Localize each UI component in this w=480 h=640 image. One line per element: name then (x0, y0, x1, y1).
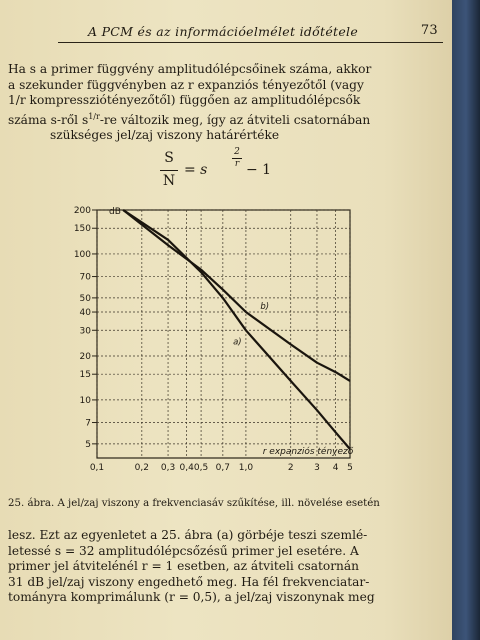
paragraph-2-line: 31 dB jel/zaj viszony engedhető meg. Ha fél frekvenciatar- (8, 574, 370, 589)
x-tick-label: 0,7 (215, 463, 231, 473)
paragraph-1 (8, 62, 404, 144)
paragraph-1-line: szükséges jel/zaj viszony határértéke (50, 128, 280, 143)
x-tick-label: 0,5 (193, 463, 209, 473)
x-tick-label: 3 (314, 463, 320, 473)
paragraph-2-line: tományra komprimálunk (r = 0,5), a jel/zaj viszonynak meg (8, 590, 375, 605)
x-tick-label: 0,1 (89, 463, 105, 473)
formula-eq-base: = s (184, 162, 208, 178)
plot-frame (97, 210, 350, 458)
paragraph-1-line: Ha s a primer függvény amplitudólépcsőinek száma, akkor (8, 62, 372, 76)
x-tick-label: 1,0 (238, 463, 254, 473)
y-tick-label: 50 (79, 293, 91, 304)
paragraph-2-line: lesz. Ezt az egyenletet a 25. ábra (a) görbéje teszi szemlé- (8, 528, 368, 542)
page-number: 73 (420, 23, 438, 38)
y-tick-label: 200 (73, 206, 91, 216)
series-line (123, 210, 350, 449)
paragraph-2 (8, 528, 404, 606)
series-line (123, 210, 350, 381)
y-unit-label: dB (109, 207, 121, 217)
x-axis-label: r expanziós tényező (262, 447, 354, 457)
formula-numerator: S (164, 150, 174, 166)
exponent-denominator: r (234, 159, 240, 169)
book-spine (452, 0, 480, 640)
y-tick-label: 40 (79, 308, 91, 319)
formula-denominator: N (162, 173, 176, 189)
x-tick-label: 4 (332, 463, 339, 473)
x-tick-label: 5 (347, 463, 353, 473)
exponent-numerator: 2 (234, 147, 240, 157)
fraction-bar (160, 170, 178, 171)
y-tick-label: 70 (79, 272, 91, 283)
y-tick-label: 150 (73, 224, 91, 235)
formula-rhs (184, 147, 272, 178)
series-label: b) (260, 301, 270, 312)
snr-chart (0, 196, 452, 496)
y-tick-label: 7 (85, 418, 91, 429)
paragraph-1-line: száma s-ről $s^{1/r}-re$ változik meg, így az átviteli csatornában (8, 111, 371, 127)
figure-caption: 25. ábra. A jel/zaj viszony a frekvenciasáv szűkítése, ill. növelése esetén (8, 498, 380, 509)
formula-tail: − 1 (246, 162, 272, 178)
paragraph-2-line: letessé s = 32 amplitudólépcsőzésű primer jel esetére. A (8, 543, 359, 558)
x-tick-label: 2 (287, 463, 294, 473)
y-tick-label: 15 (79, 370, 91, 381)
formula-exponent (232, 148, 242, 169)
running-title: A PCM és az információelmélet időtétele (88, 24, 359, 39)
x-tick-label: 0,3 (160, 463, 176, 473)
x-tick-label: 0,4 (179, 463, 194, 473)
y-tick-label: 20 (79, 351, 91, 362)
series-label: a) (233, 337, 242, 348)
paragraph-2-line: primer jel átvitelénél r = 1 esetben, az átviteli csatornán (8, 559, 360, 574)
y-tick-label: 30 (79, 326, 91, 337)
y-tick-label: 5 (85, 439, 91, 450)
x-tick-label: 0,2 (134, 463, 149, 473)
paragraph-1-line: a szekunder függvényben az r expanziós tényezőtől (vagy (8, 77, 364, 92)
y-tick-label: 100 (73, 249, 91, 260)
y-tick-label: 10 (79, 395, 91, 406)
paragraph-1-line: 1/r kompressziótényezőtől) függően az amplitudólépcsők (8, 93, 361, 108)
running-header (58, 20, 443, 43)
superscript-exponent: 1/r (88, 111, 100, 121)
